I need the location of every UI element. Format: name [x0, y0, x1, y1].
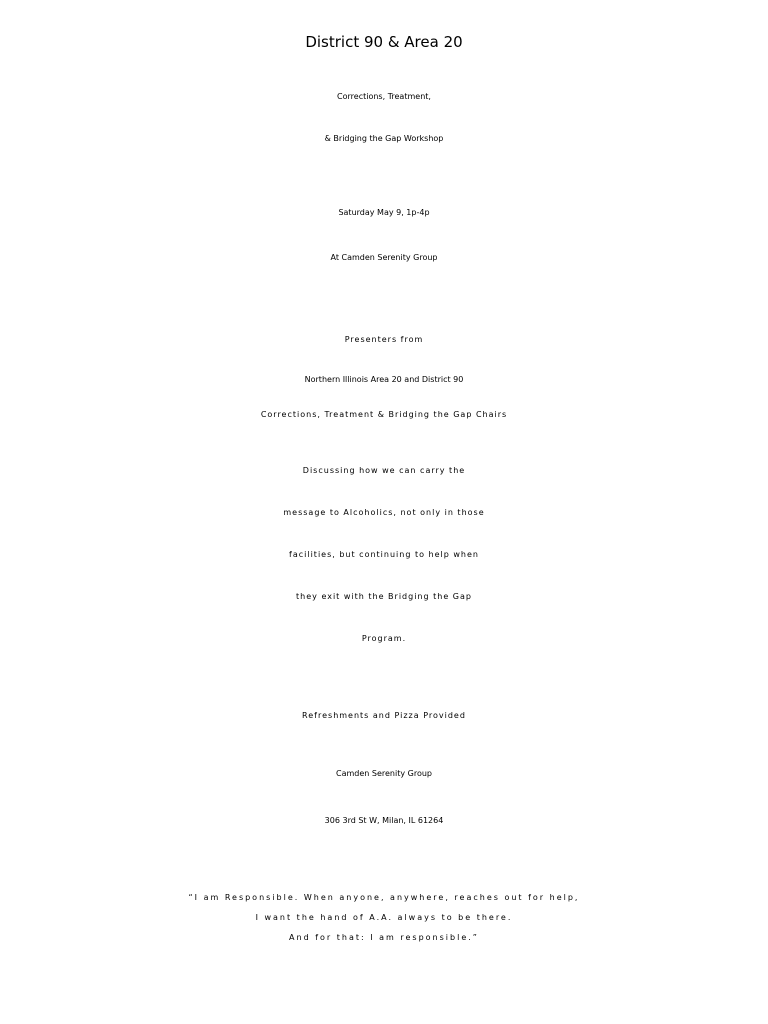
presenters-chairs: Corrections, Treatment & Bridging the Gap Chairs — [260, 410, 508, 419]
presenters-organizations: Northern Illinois Area 20 and District 90 — [304, 375, 464, 384]
event-date-time: Saturday May 9, 1p-4p — [338, 208, 430, 217]
flyer-title: District 90 & Area 20 — [305, 33, 463, 51]
event-location: At Camden Serenity Group — [330, 253, 438, 262]
description-line-2: message to Alcoholics, not only in those — [283, 508, 485, 517]
description-line-5: Program. — [361, 634, 407, 643]
venue-name: Camden Serenity Group — [336, 769, 432, 778]
subtitle-line-2: & Bridging the Gap Workshop — [324, 134, 444, 143]
description-line-4: they exit with the Bridging the Gap — [296, 592, 472, 601]
subtitle-line-1: Corrections, Treatment, — [337, 92, 431, 101]
description-line-1: Discussing how we can carry the — [302, 466, 466, 475]
description-line-3: facilities, but continuing to help when — [289, 550, 479, 559]
quote-line-3: And for that: I am responsible.” — [289, 933, 479, 942]
refreshments-note: Refreshments and Pizza Provided — [302, 711, 466, 720]
presenters-heading: Presenters from — [344, 335, 424, 344]
quote-line-1: “I am Responsible. When anyone, anywhere, reaches out for help, — [188, 893, 580, 902]
quote-line-2: I want the hand of A.A. always to be there. — [255, 913, 513, 922]
venue-address: 306 3rd St W, Milan, IL 61264 — [324, 816, 444, 825]
